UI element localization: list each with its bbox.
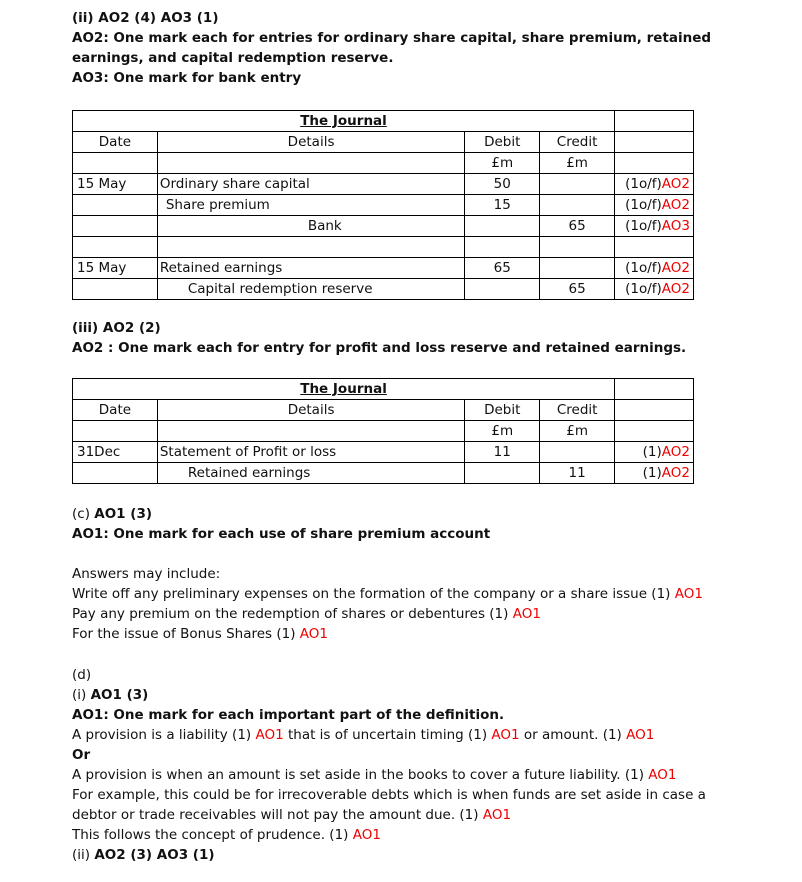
debit-cell [465,237,540,258]
credit-cell [540,258,615,279]
heading: (iii) AO2 (2) [72,320,161,336]
answer-item [72,624,772,644]
marks-cell [615,279,694,300]
assessment-objective: AO2 [661,281,690,297]
mark: (1o/f) [625,260,662,276]
answer-text: A provision is a liability (1) [72,727,256,743]
mark: (1o/f) [625,218,662,234]
details-cell [157,237,464,258]
assessment-objective: AO1 [648,767,677,783]
assessment-objective: AO1 [491,727,520,743]
assessment-objective: AO1 [255,727,284,743]
table-row [73,237,694,258]
header-debit: Debit [465,132,540,153]
unit: £m [465,421,540,442]
details-cell: Statement of Profit or loss [157,442,464,463]
table-row [73,258,694,279]
marks-cell [615,174,694,195]
details-cell: Bank [157,216,464,237]
label: (ii) [72,847,95,863]
mark: (1) [642,444,662,460]
date-cell [73,216,158,237]
debit-cell: 65 [465,258,540,279]
assessment-objective: AO1 [482,807,512,823]
answer-text: that is of uncertain timing (1) [283,727,492,743]
heading: AO1 (3) [94,506,153,522]
header-credit: Credit [540,132,615,153]
criteria: AO2 : One mark each for entry for profit and loss reserve and retained earnings. [72,340,687,356]
mark: (1o/f) [625,176,662,192]
answer-item [72,584,772,604]
assessment-objective: AO2 [661,197,690,213]
assessment-objective: AO1 [352,827,381,843]
date-cell [73,279,158,300]
section-ii [72,8,772,88]
criteria: AO3: One mark for bank entry [72,70,302,86]
header-date: Date [73,132,158,153]
unit: £m [465,153,540,174]
table-row [73,216,694,237]
table-row [73,279,694,300]
credit-cell [540,174,615,195]
criteria: AO1: One mark for each use of share premium account [72,526,491,542]
assessment-objective: AO1 [299,626,328,642]
date-cell: 31Dec [73,442,158,463]
assessment-objective: AO2 [661,176,690,192]
answer-text: For the issue of Bonus Shares (1) [72,626,300,642]
marks-cell [615,442,694,463]
heading: AO1 (3) [90,687,149,703]
table-row [73,442,694,463]
section-c [72,504,772,644]
marks-cell [615,258,694,279]
assessment-objective: AO2 [661,260,690,276]
answer-line [72,805,772,825]
mark: (1) [642,465,662,481]
details-cell: Capital redemption reserve [157,279,464,300]
credit-cell [540,237,615,258]
details-cell: Ordinary share capital [157,174,464,195]
marks-cell [615,463,694,484]
debit-cell: 50 [465,174,540,195]
answer-item [72,604,772,624]
header-debit: Debit [465,400,540,421]
date-cell: 15 May [73,174,158,195]
marks-cell [615,216,694,237]
heading: (d) [72,667,92,683]
date-cell: 15 May [73,258,158,279]
assessment-objective: AO1 [674,586,703,602]
mark: (1o/f) [625,197,662,213]
header-details: Details [157,132,464,153]
date-cell [73,463,158,484]
date-cell [73,237,158,258]
header-date: Date [73,400,158,421]
credit-cell [540,442,615,463]
marks-cell [615,195,694,216]
journal-title: The Journal [73,379,615,400]
credit-cell: 11 [540,463,615,484]
heading: AO2 (3) AO3 (1) [94,847,215,863]
details-cell: Retained earnings [157,258,464,279]
journal-table-1 [72,110,694,300]
answer-line [72,825,772,845]
assessment-objective: AO1 [512,606,541,622]
criteria: earnings, and capital redemption reserve. [72,50,394,66]
credit-cell: 65 [540,216,615,237]
or-label: Or [72,747,91,763]
assessment-objective: AO2 [661,444,690,460]
debit-cell: 15 [465,195,540,216]
date-cell [73,195,158,216]
journal-title: The Journal [73,111,615,132]
answer-text: A provision is when an amount is set aside in the books to cover a future liability. (1) [72,767,649,783]
table-row [73,174,694,195]
answer-text: or amount. (1) [519,727,627,743]
table-row [73,195,694,216]
heading: (ii) AO2 (4) AO3 (1) [72,10,219,26]
details-cell: Retained earnings [157,463,464,484]
credit-cell [540,195,615,216]
label: (i) [72,687,91,703]
table-row [73,463,694,484]
assessment-objective: AO3 [661,218,690,234]
answer-text: Write off any preliminary expenses on the formation of the company or a share issue (1) [72,586,675,602]
header-details: Details [157,400,464,421]
debit-cell [465,216,540,237]
debit-cell: 11 [465,442,540,463]
answer-line [72,765,772,785]
answer-line [72,725,772,745]
assessment-objective: AO2 [661,465,690,481]
debit-cell [465,463,540,484]
unit: £m [540,421,615,442]
answer-text: Pay any premium on the redemption of shares or debentures (1) [72,606,513,622]
label: (c) [72,506,95,522]
criteria: AO2: One mark each for entries for ordinary share capital, share premium, retained [72,30,712,46]
criteria: AO1: One mark for each important part of the definition. [72,707,505,723]
answer-text: This follows the concept of prudence. (1) [72,827,353,843]
intro: Answers may include: [72,566,221,582]
credit-cell: 65 [540,279,615,300]
marks-cell [615,237,694,258]
details-cell: Share premium [157,195,464,216]
unit: £m [540,153,615,174]
debit-cell [465,279,540,300]
section-iii [72,318,772,358]
answer-line: For example, this could be for irrecoverable debts which is when funds are set aside in case a [72,787,706,803]
journal-table-2 [72,378,694,484]
answer-text: debtor or trade receivables will not pay the amount due. (1) [72,807,483,823]
mark: (1o/f) [625,281,662,297]
header-credit: Credit [540,400,615,421]
section-d [72,665,772,865]
assessment-objective: AO1 [626,727,655,743]
